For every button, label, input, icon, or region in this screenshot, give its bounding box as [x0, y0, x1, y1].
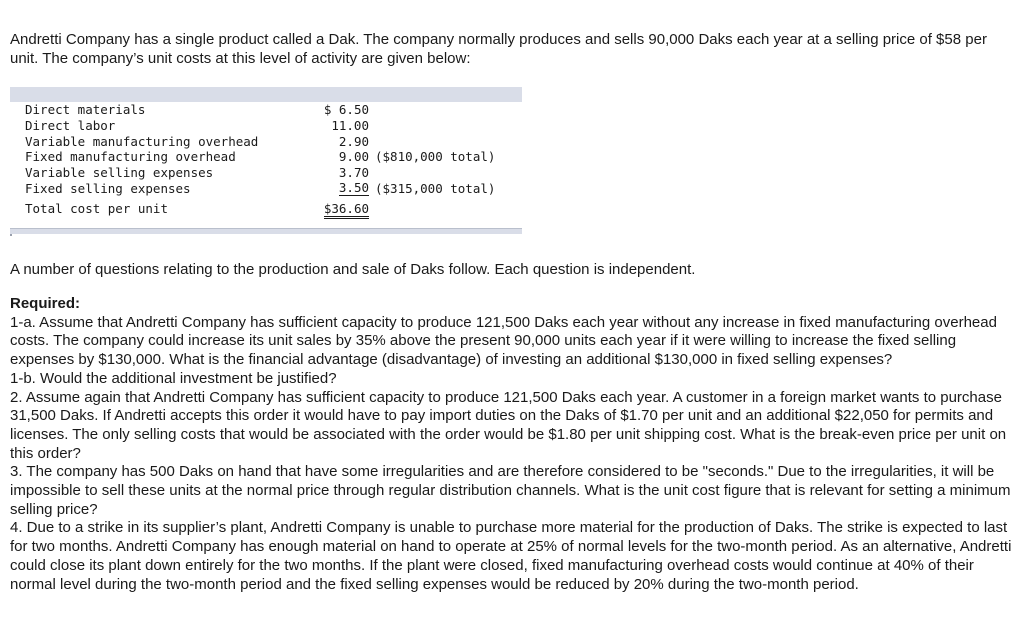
cost-amount: 3.50	[338, 180, 369, 195]
cost-amount: 9.00	[338, 149, 369, 164]
question-1a: 1-a. Assume that Andretti Company has sufficient capacity to produce 121,500 Daks each year without any increase in fixed manufacturing overhead costs. The company could increase its unit sales by 35% above the present 90,000 units each year if it were willing to increase the fixed selling expenses by $130,000. What is the financial advantage (disadvantage) of investing an additional $130,000 in fixed selling expenses?	[10, 313, 997, 369]
cost-row-variable-mfg-overhead	[10, 134, 522, 150]
cost-label: Fixed selling expenses	[25, 181, 191, 196]
table-footer-bar	[10, 228, 522, 234]
cost-row-fixed-selling	[10, 181, 522, 197]
cost-label: Variable manufacturing overhead	[25, 134, 259, 149]
cost-row-direct-labor	[10, 118, 522, 134]
independence-note: A number of questions relating to the production and sale of Daks follow. Each question is independent.	[10, 261, 696, 278]
cost-label: Variable selling expenses	[25, 165, 214, 180]
required-heading: Required:	[10, 295, 81, 312]
cost-amount: 11.00	[331, 118, 369, 133]
question-4: 4. Due to a strike in its supplier’s plant, Andretti Company is unable to purchase more material for the production of Daks. The strike is expected to last for two months. Andretti Company has enough material on hand to operate at 25% of normal levels for the two-month period. As an alternative, Andretti could close its plant down entirely for the two months. If the plant were closed, fixed manufacturing overhead costs would continue at 40% of their normal level during the two-month period and the fixed selling expenses would be reduced by 20% during the two-month period.	[10, 519, 1012, 593]
required-section	[10, 295, 1015, 594]
cost-row-total	[10, 201, 522, 217]
cost-label: Direct labor	[25, 118, 116, 133]
intro-paragraph: Andretti Company has a single product called a Dak. The company normally produces and sells 90,000 Daks each year at a selling price of $58 per unit. The company’s unit costs at this level of activity are given below:	[10, 31, 987, 67]
cost-total-amount: $36.60	[324, 201, 369, 219]
cost-row-direct-materials	[10, 102, 522, 118]
cost-amount: 2.90	[338, 134, 369, 149]
cost-row-variable-selling	[10, 165, 522, 181]
cost-label: Total cost per unit	[25, 201, 168, 216]
cost-row-fixed-mfg-overhead	[10, 149, 522, 165]
cost-label: Direct materials	[25, 102, 146, 117]
unit-cost-table	[10, 87, 522, 234]
cost-note: ($315,000 total)	[375, 181, 496, 196]
question-2: 2. Assume again that Andretti Company has sufficient capacity to produce 121,500 Daks each year. A customer in a foreign market wants to purchase 31,500 Daks. If Andretti accepts this order it would have to pay import duties on the Daks of $1.70 per unit and an additional $22,050 for permits and licenses. The only selling costs that would be associated with the order would be $1.80 per unit shipping cost. What is the break-even price per unit on this order?	[10, 388, 1007, 462]
cost-amount: $ 6.50	[323, 102, 369, 117]
question-1b: 1-b. Would the additional investment be justified?	[10, 369, 337, 387]
cost-note: ($810,000 total)	[375, 149, 496, 164]
cost-label: Fixed manufacturing overhead	[25, 149, 236, 164]
cost-amount: 3.70	[338, 165, 369, 180]
question-3: 3. The company has 500 Daks on hand that have some irregularities and are therefore considered to be "seconds." Due to the irregularities, it will be impossible to sell these units at the normal price through regular distribution channels. What is the unit cost figure that is relevant for setting a minimum selling price?	[10, 463, 1011, 518]
table-header-bar	[10, 87, 522, 102]
